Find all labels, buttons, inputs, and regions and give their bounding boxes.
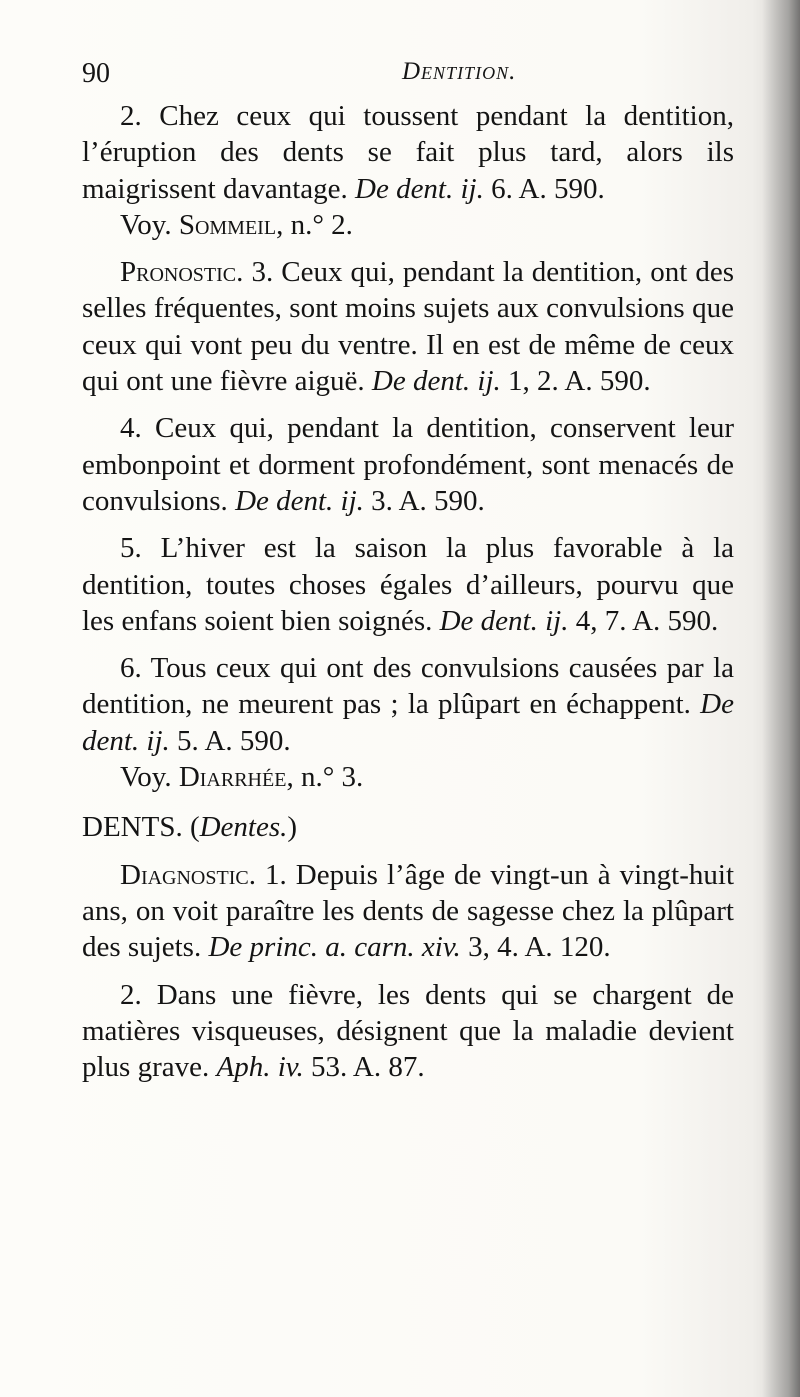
reference-citation: De dent. ij. (355, 172, 484, 205)
cross-reference-term: Diarrhée (178, 761, 287, 794)
reference-citation: De dent. ij. (439, 604, 569, 637)
paragraph-diagnostic-1 (82, 857, 734, 966)
paragraph-2 (82, 98, 734, 207)
paragraph-text: 4. Ceux qui, pendant la dentition, conservent leur embonpoint et dorment profondément, sont menacés de convulsions. (82, 412, 734, 517)
cross-reference-term: Sommeil (178, 208, 277, 241)
reference-page: 4, 7. A. 590. (568, 604, 719, 637)
reference-page: 6. A. 590. (483, 172, 605, 205)
paragraph-6 (82, 650, 734, 759)
reference-citation: De dent. ij. (371, 365, 501, 398)
paragraph-5 (82, 530, 734, 639)
cross-reference-diarrhee (82, 759, 734, 795)
section-title: DENTS. ( (82, 811, 200, 844)
cross-reference-number: , n.° 3. (286, 761, 364, 794)
paragraph-text: 2. Dans une fièvre, les dents qui se chargent de matières visqueuses, désignent que la maladie devient plus grave. (82, 978, 734, 1084)
paragraph-4 (82, 410, 734, 519)
paragraph-text: 6. Tous ceux qui ont des convulsions causées par la dentition, ne meurent pas ; la plûpart en échappent. (82, 652, 734, 721)
section-title-close: ) (287, 811, 298, 844)
reference-page: 1, 2. A. 590. (500, 365, 651, 398)
reference-page: 5. A. 590. (169, 724, 291, 757)
page-header (82, 56, 732, 96)
section-heading-dents (82, 809, 734, 845)
page-number: 90 (82, 58, 110, 89)
cross-reference-sommeil (82, 207, 734, 243)
paragraph-text: 2. Chez ceux qui toussent pendant la dentition, l’éruption des dents se fait plus tard, alors ils maigrissent davantage. (82, 100, 734, 205)
paragraph-text: 5. L’hiver est la saison la plus favorable à la dentition, toutes choses égales d’ailleurs, pourvu que les enfans soient bien soignés. (82, 532, 734, 637)
paragraph-dents-2 (82, 977, 734, 1086)
section-title-latin: Dentes. (199, 811, 288, 844)
running-head: Dentition. (402, 58, 517, 85)
reference-page: 3. A. 590. (363, 484, 485, 517)
page-body (82, 98, 734, 1085)
reference-citation: De dent. ij. (82, 688, 734, 757)
reference-citation: Aph. iv. (216, 1051, 304, 1084)
section-label: Diagnostic. (120, 858, 256, 891)
paragraph-text: 1. Depuis l’âge de vingt-un à vingt-huit ans, on voit paraître les dents de sagesse chez la plûpart des sujets. (82, 858, 734, 964)
voy-label: Voy. (120, 208, 179, 241)
reference-page: 3, 4. A. 120. (460, 931, 611, 964)
reference-page: 53. A. 87. (303, 1051, 425, 1084)
paragraph-3-pronostic (82, 254, 734, 399)
reference-citation: De dent. ij. (235, 484, 364, 517)
section-label: Pronostic. (120, 256, 244, 289)
paragraph-text: 3. Ceux qui, pendant la dentition, ont des selles fréquentes, sont moins sujets aux convulsions que ceux qui vont peu du ventre. Il en est de même de ceux qui ont une fièvre aiguë. (82, 256, 734, 398)
reference-citation: De princ. a. carn. xiv. (208, 931, 461, 964)
page-edge-shadow (762, 0, 800, 1397)
cross-reference-number: , n.° 2. (276, 208, 353, 241)
voy-label: Voy. (120, 761, 179, 794)
